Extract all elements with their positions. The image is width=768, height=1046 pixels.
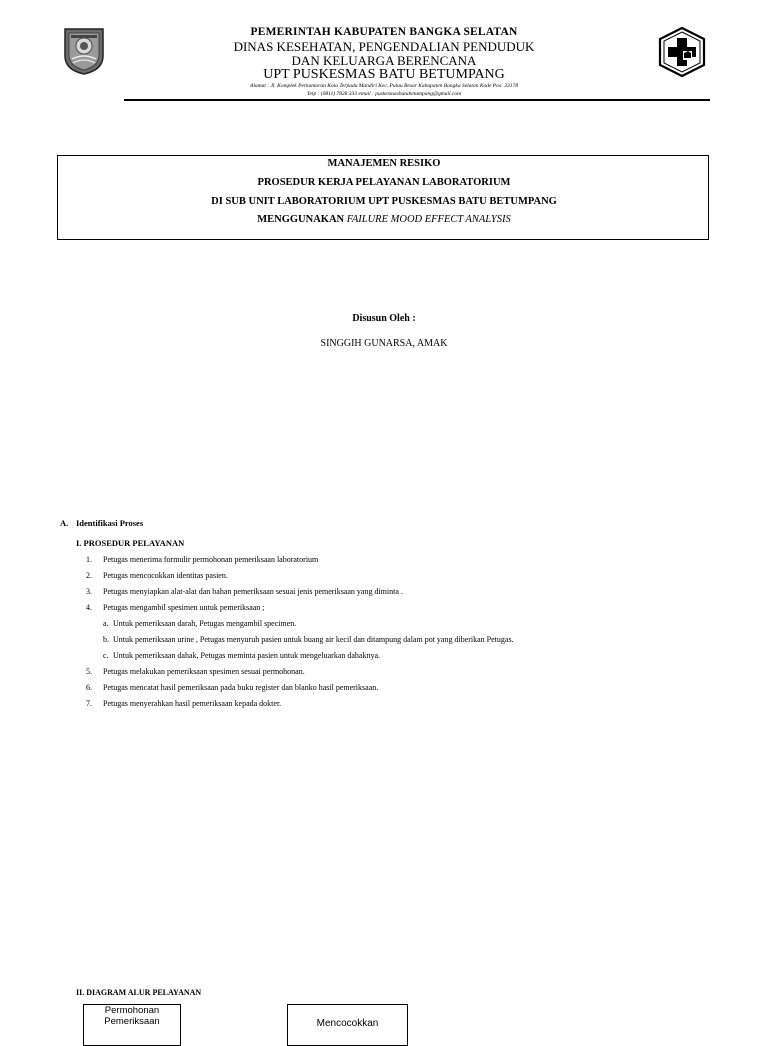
list-text: Petugas mencatat hasil pemeriksaan pada buku register dan blanko hasil pemeriksaan. (103, 683, 379, 692)
title-line-2: PROSEDUR KERJA PELAYANAN LABORATORIUM (257, 177, 511, 188)
list-item (86, 681, 726, 697)
letterhead-government: PEMERINTAH KABUPATEN BANGKA SELATAN (250, 26, 518, 38)
list-item (86, 553, 726, 569)
letterhead-divider (124, 99, 710, 101)
title-line-4-prefix: MENGGUNAKAN (257, 214, 345, 225)
list-subitem (86, 617, 726, 633)
title-line-4 (0, 214, 768, 225)
flow-box-line: Pemeriksaan (104, 1016, 160, 1027)
list-number: 4. (86, 603, 92, 612)
flow-box-line: Permohonan (104, 1005, 160, 1016)
list-letter: c. (103, 651, 109, 660)
flow-box-permohonan (83, 1004, 181, 1046)
title-line-3: DI SUB UNIT LABORATORIUM UPT PUSKESMAS BATU BETUMPANG (211, 196, 557, 207)
list-subitem (86, 649, 726, 665)
list-text: Petugas menyerahkan hasil pemeriksaan kepada dokter. (103, 699, 282, 708)
section-a-heading (60, 518, 143, 528)
list-text: Petugas melakukan pemeriksaan spesimen sesuai permohonan. (103, 667, 305, 676)
section-1-heading: I. PROSEDUR PELAYANAN (76, 538, 185, 548)
letterhead-department-cont: DAN KELUARGA BERENCANA (291, 53, 477, 68)
title-line-1: MANAJEMEN RESIKO (327, 158, 441, 169)
list-text: Untuk pemeriksaan darah, Petugas mengambil specimen. (113, 619, 297, 628)
list-number: 6. (86, 683, 92, 692)
list-text: Petugas menyiapkan alat-alat dan bahan pemeriksaan sesuai jenis pemeriksaan yang diminta . (103, 587, 403, 596)
section-a-marker: A. (60, 518, 69, 528)
list-text: Untuk pemeriksaan dahak, Petugas meminta pasien untuk mengeluarkan dahaknya. (113, 651, 381, 660)
list-number: 7. (86, 699, 92, 708)
list-text: Petugas menerima formulir permohonan pemeriksaan laboratorium (103, 555, 319, 564)
letterhead-department: DINAS KESEHATAN, PENGENDALIAN PENDUDUK (233, 39, 535, 54)
flow-box-mencocokkan (287, 1004, 408, 1046)
procedure-list (86, 553, 726, 713)
list-letter: a. (103, 619, 109, 628)
list-item (86, 585, 726, 601)
list-item (86, 569, 726, 585)
author-name: SINGGIH GUNARSA, AMAK (320, 338, 448, 349)
author-label: Disusun Oleh : (352, 313, 416, 324)
letterhead-unit: UPT PUSKESMAS BATU BETUMPANG (263, 67, 505, 82)
list-subitem (86, 633, 726, 649)
list-item (86, 665, 726, 681)
letterhead-address: Alamat : Jl. Komplek Perkantoran Kota Terpadu Mandiri Kec. Pulau Besar Kabupaten Bangka Selatan Kode Pos: 33178 (249, 83, 519, 89)
list-item (86, 697, 726, 713)
list-number: 5. (86, 667, 92, 676)
list-number: 2. (86, 571, 92, 580)
flow-box-line: Mencocokkan (316, 1018, 379, 1029)
title-line-4-italic: FAILURE MOOD EFFECT ANALYSIS (346, 214, 511, 225)
list-text: Petugas mengambil spesimen untuk pemeriksaan ; (103, 603, 265, 612)
list-letter: b. (103, 635, 109, 644)
section-2-heading: II. DIAGRAM ALUR PELAYANAN (76, 988, 202, 997)
section-a-title: Identifikasi Proses (76, 518, 144, 528)
list-number: 3. (86, 587, 92, 596)
list-text: Petugas mencocokkan identitas pasien. (103, 571, 228, 580)
list-number: 1. (86, 555, 92, 564)
list-text: Untuk pemeriksaan urine , Petugas menyuruh pasien untuk buang air kecil dan ditampung dalam pot yang diberikan Petugas. (113, 635, 514, 644)
letterhead-contact: Telp : (0811) 7828 333 email : puskesmasbatubetumpang@gmail.com (306, 91, 462, 97)
list-item (86, 601, 726, 617)
